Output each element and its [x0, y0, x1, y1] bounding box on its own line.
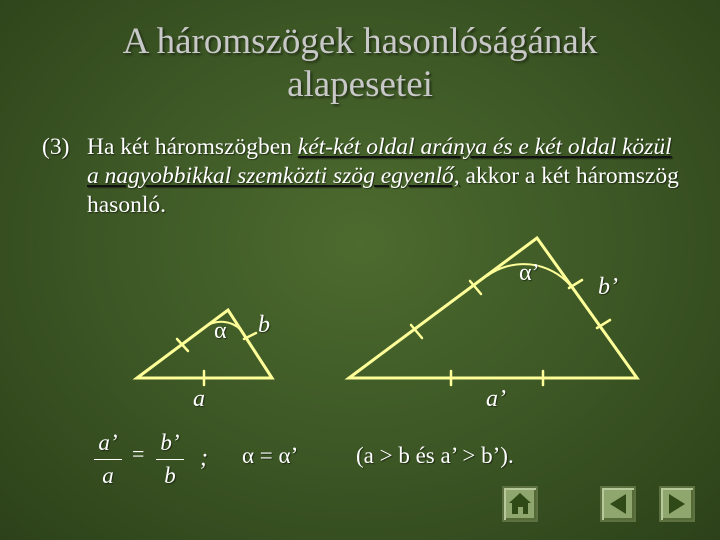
- fraction-a-bar: [94, 459, 122, 460]
- forward-icon: [661, 488, 693, 520]
- fraction-b-denominator: b: [164, 463, 176, 488]
- statement-number: (3): [42, 134, 70, 160]
- equals-sign: =: [132, 441, 145, 466]
- title-line-2: alapesetei: [287, 64, 433, 105]
- label-a-large: a’: [486, 386, 506, 412]
- small-triangle: [137, 310, 272, 378]
- back-icon: [602, 488, 634, 520]
- formula-separator: ;: [200, 445, 208, 471]
- back-button[interactable]: [600, 486, 636, 522]
- label-alpha-large: α’: [519, 260, 540, 286]
- statement-text-after: akkor a két háromszög hasonló.: [87, 163, 679, 218]
- condition-text: (a > b és a’ > b’).: [356, 443, 514, 468]
- label-b-small: b: [258, 312, 270, 338]
- forward-button[interactable]: [659, 486, 695, 522]
- fraction-b-ratio: [156, 430, 184, 489]
- statement-text-before: Ha két háromszögben: [87, 134, 298, 160]
- label-b-large: b’: [598, 274, 618, 300]
- title-line-1: A háromszögek hasonlóságának: [122, 21, 598, 62]
- label-a-small: a: [193, 386, 205, 412]
- statement-highlight: két-két oldal aránya és e két oldal közül a nagyobbikkal szemközti szög egyenlő,: [87, 134, 672, 189]
- fraction-a-denominator: a: [102, 463, 114, 488]
- large-triangle: [349, 238, 637, 378]
- home-button[interactable]: [502, 486, 538, 522]
- fraction-a-numerator: a’: [98, 430, 118, 455]
- fraction-b-numerator: b’: [160, 430, 180, 455]
- angle-equality: α = α’: [242, 443, 299, 468]
- home-icon: [504, 488, 536, 520]
- fraction-a-ratio: [94, 430, 122, 489]
- fraction-b-bar: [156, 459, 184, 460]
- label-alpha-small: α: [214, 318, 227, 344]
